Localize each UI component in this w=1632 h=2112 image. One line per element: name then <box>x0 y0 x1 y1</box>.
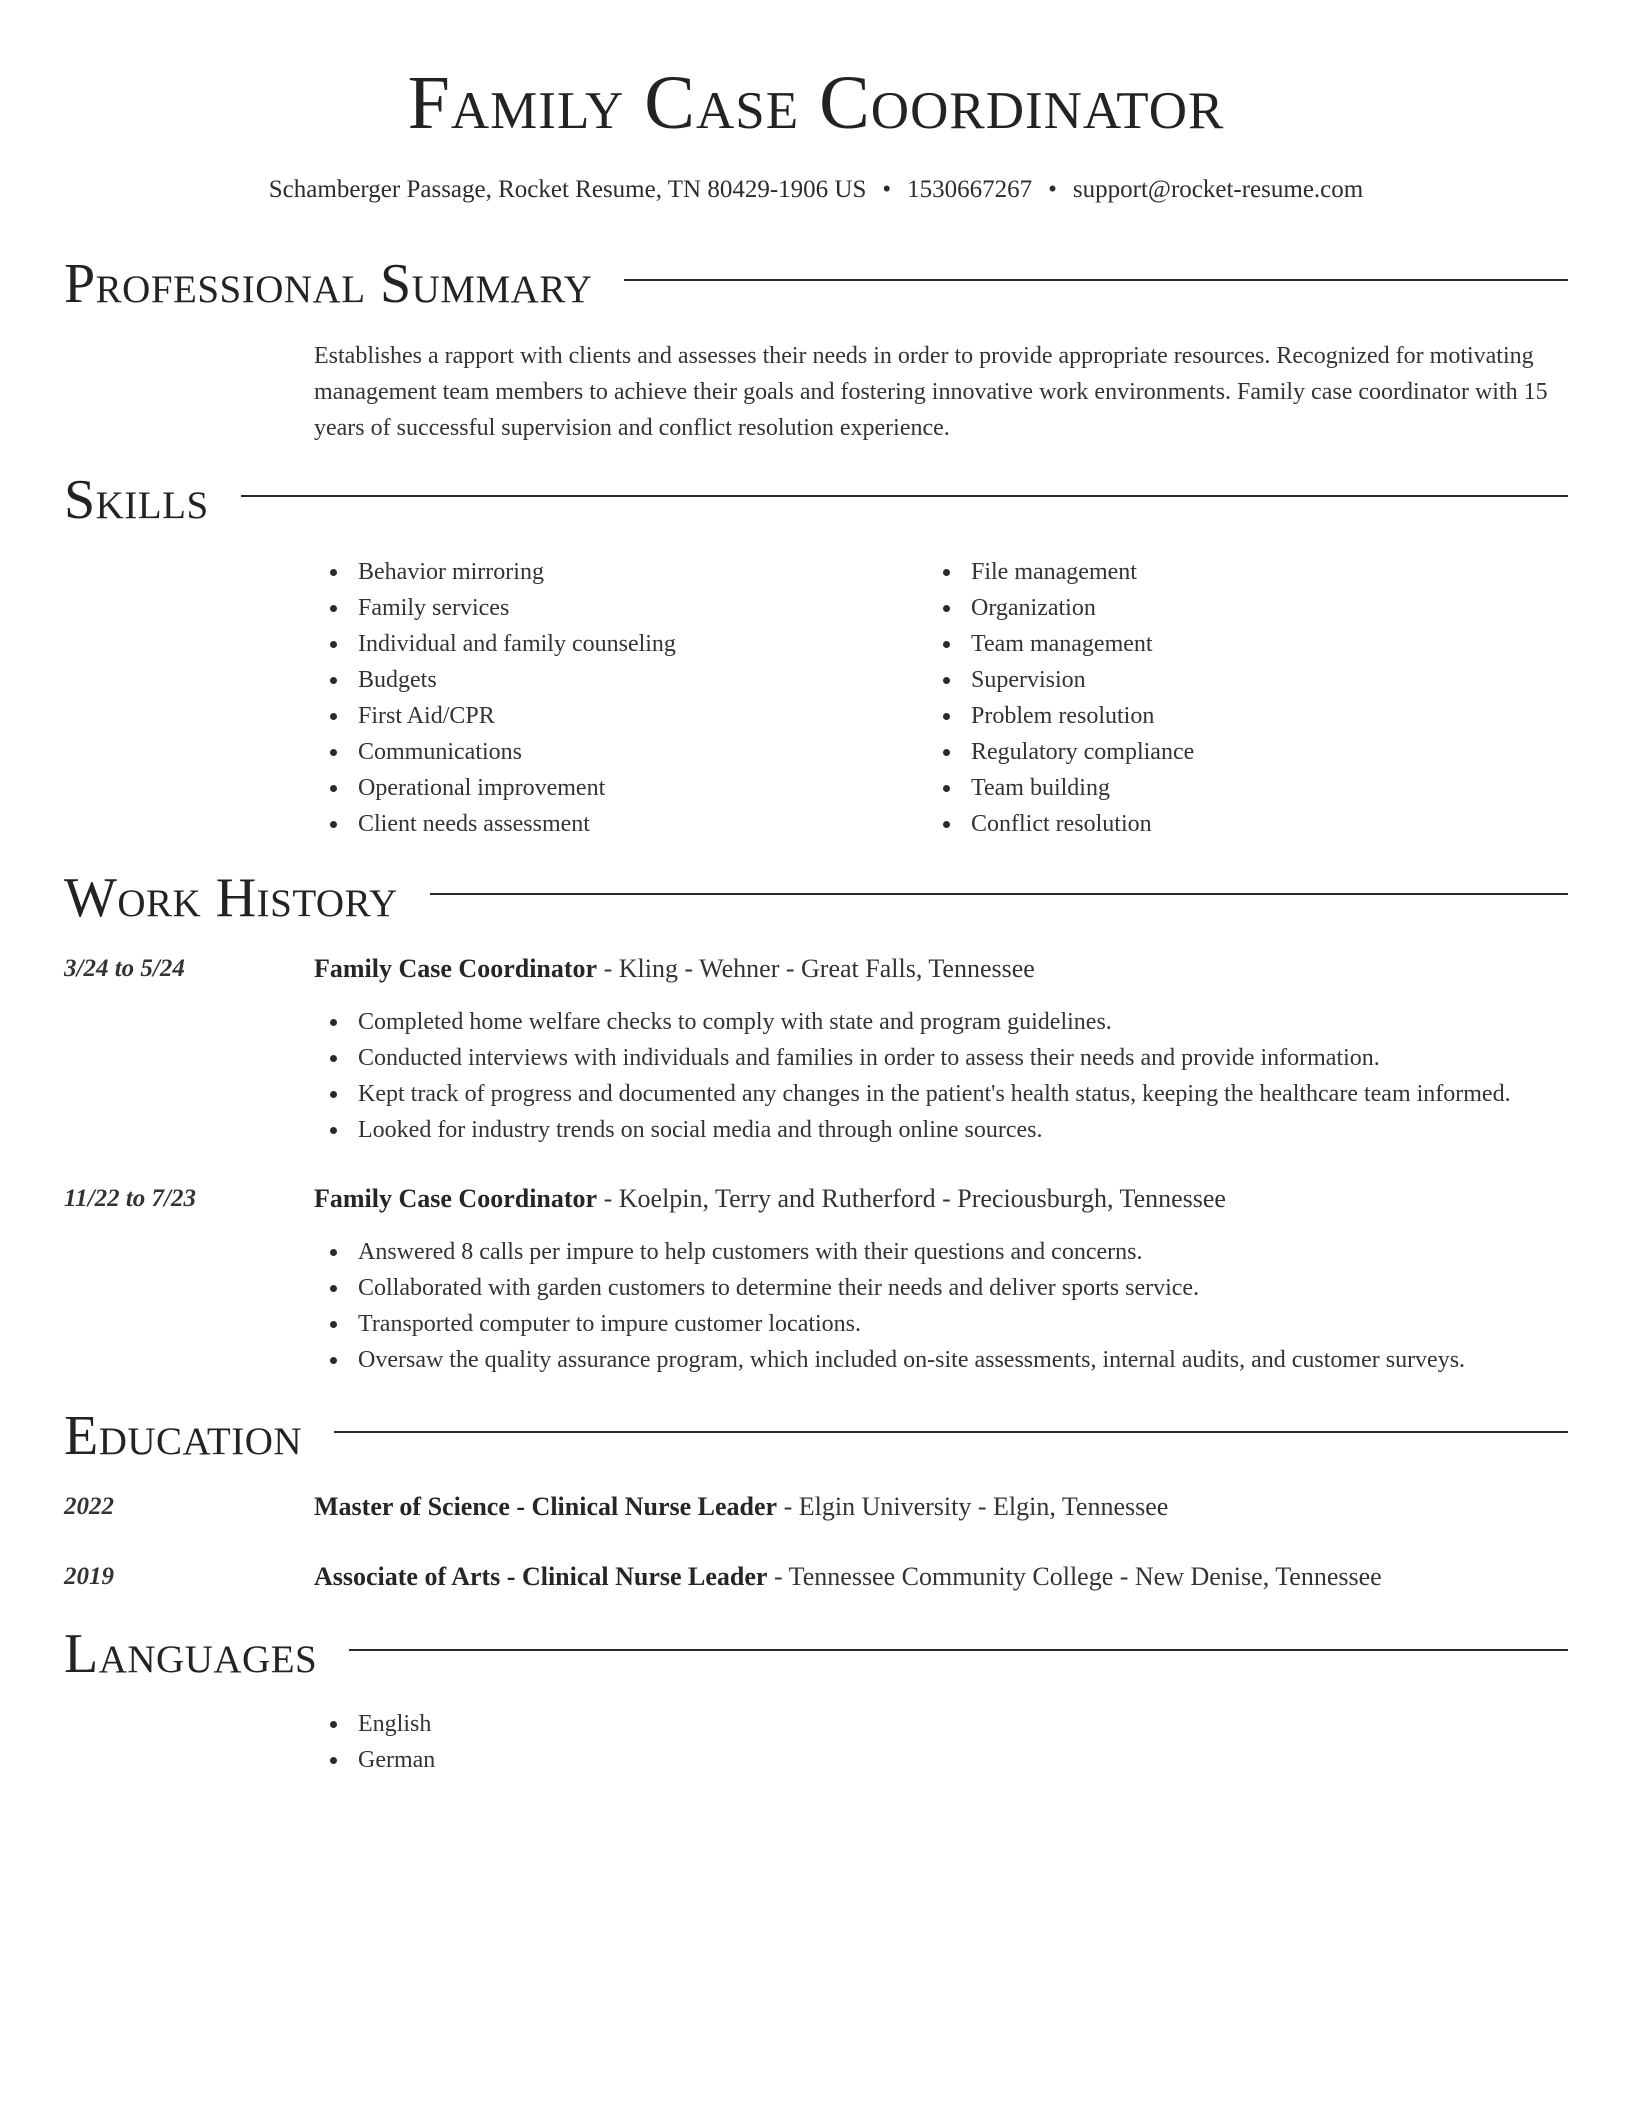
job-dates: 11/22 to 7/23 <box>64 1185 196 1212</box>
section-header-skills <box>64 468 1568 532</box>
education-school: - Tennessee Community College - New Denise, Tennessee <box>767 1562 1382 1591</box>
skill-item: File management <box>927 554 1194 590</box>
section-header-languages <box>64 1622 1568 1686</box>
contact-email: support@rocket-resume.com <box>1072 176 1364 203</box>
duty-item: Answered 8 calls per impure to help customers with their questions and concerns. <box>314 1234 1592 1270</box>
skill-item: Behavior mirroring <box>314 554 676 590</box>
skill-item: Organization <box>927 590 1194 626</box>
job-duties <box>314 1004 1592 1148</box>
section-divider <box>334 1431 1568 1433</box>
skill-item: Client needs assessment <box>314 806 676 842</box>
skill-item: Regulatory compliance <box>927 734 1194 770</box>
skills-column-left <box>314 554 676 842</box>
education-school: - Elgin University - Elgin, Tennessee <box>777 1492 1169 1521</box>
duty-item: Conducted interviews with individuals and families in order to assess their needs and provide information. <box>314 1040 1592 1076</box>
skills-list-left <box>314 554 676 842</box>
skill-item: Conflict resolution <box>927 806 1194 842</box>
contact-address: Schamberger Passage, Rocket Resume, TN 80429-1906 US <box>268 176 867 203</box>
skill-item: Communications <box>314 734 676 770</box>
section-title-education: Education <box>64 1405 303 1467</box>
job-title-line <box>314 952 1592 986</box>
skill-item: Team management <box>927 626 1194 662</box>
duty-item: Transported computer to impure customer locations. <box>314 1306 1592 1342</box>
contact-separator: • <box>1048 176 1057 203</box>
languages-list <box>314 1706 1592 1778</box>
section-divider <box>349 1649 1568 1651</box>
summary-text: Establishes a rapport with clients and assesses their needs in order to provide appropriate resources. Recognized for motivating management team members to achieve their goals and fostering innovative work environments. Family case coordinator with 15 years of successful supervision and conflict resolution experience. <box>314 343 1548 441</box>
job-employer: - Kling - Wehner - Great Falls, Tennessee <box>597 954 1035 983</box>
resume-name: Family Case Coordinator <box>407 61 1225 145</box>
duty-item: Oversaw the quality assurance program, which included on-site assessments, internal audits, and customer surveys. <box>314 1342 1592 1378</box>
contact-phone: 1530667267 <box>907 176 1033 203</box>
duty-item: Completed home welfare checks to comply with state and program guidelines. <box>314 1004 1592 1040</box>
section-title-languages: Languages <box>64 1623 318 1685</box>
section-title-skills: Skills <box>64 469 209 531</box>
contact-line <box>0 174 1632 206</box>
duty-item: Looked for industry trends on social media and through online sources. <box>314 1112 1592 1148</box>
language-item: German <box>314 1742 1592 1778</box>
job-dates: 3/24 to 5/24 <box>64 955 185 982</box>
skill-item: Family services <box>314 590 676 626</box>
education-year: 2022 <box>64 1493 114 1520</box>
education-degree: Master of Science - Clinical Nurse Leader <box>314 1492 778 1521</box>
section-divider <box>430 893 1568 895</box>
section-header-summary <box>64 252 1568 316</box>
job-title: Family Case Coordinator <box>314 954 598 983</box>
skills-list-right <box>927 554 1194 842</box>
skill-item: Operational improvement <box>314 770 676 806</box>
education-year: 2019 <box>64 1563 114 1590</box>
skill-item: Team building <box>927 770 1194 806</box>
education-degree: Associate of Arts - Clinical Nurse Leader <box>314 1562 768 1591</box>
skill-item: First Aid/CPR <box>314 698 676 734</box>
section-title-work: Work History <box>64 867 398 929</box>
job-employer: - Koelpin, Terry and Rutherford - Preciousburgh, Tennessee <box>597 1184 1226 1213</box>
education-line <box>314 1490 1592 1524</box>
job-title: Family Case Coordinator <box>314 1184 598 1213</box>
language-item: English <box>314 1706 1592 1742</box>
skills-column-right <box>927 554 1194 842</box>
section-title-summary: Professional Summary <box>64 253 593 315</box>
education-line <box>314 1560 1592 1594</box>
section-header-work <box>64 866 1568 930</box>
section-header-education <box>64 1404 1568 1468</box>
duty-item: Collaborated with garden customers to determine their needs and deliver sports service. <box>314 1270 1592 1306</box>
skill-item: Problem resolution <box>927 698 1194 734</box>
section-divider <box>241 495 1568 497</box>
section-divider <box>624 279 1568 281</box>
duty-item: Kept track of progress and documented any changes in the patient's health status, keeping the healthcare team informed. <box>314 1076 1592 1112</box>
skill-item: Individual and family counseling <box>314 626 676 662</box>
skill-item: Supervision <box>927 662 1194 698</box>
contact-separator: • <box>882 176 892 203</box>
skill-item: Budgets <box>314 662 676 698</box>
job-title-line <box>314 1182 1592 1216</box>
job-duties <box>314 1234 1592 1378</box>
